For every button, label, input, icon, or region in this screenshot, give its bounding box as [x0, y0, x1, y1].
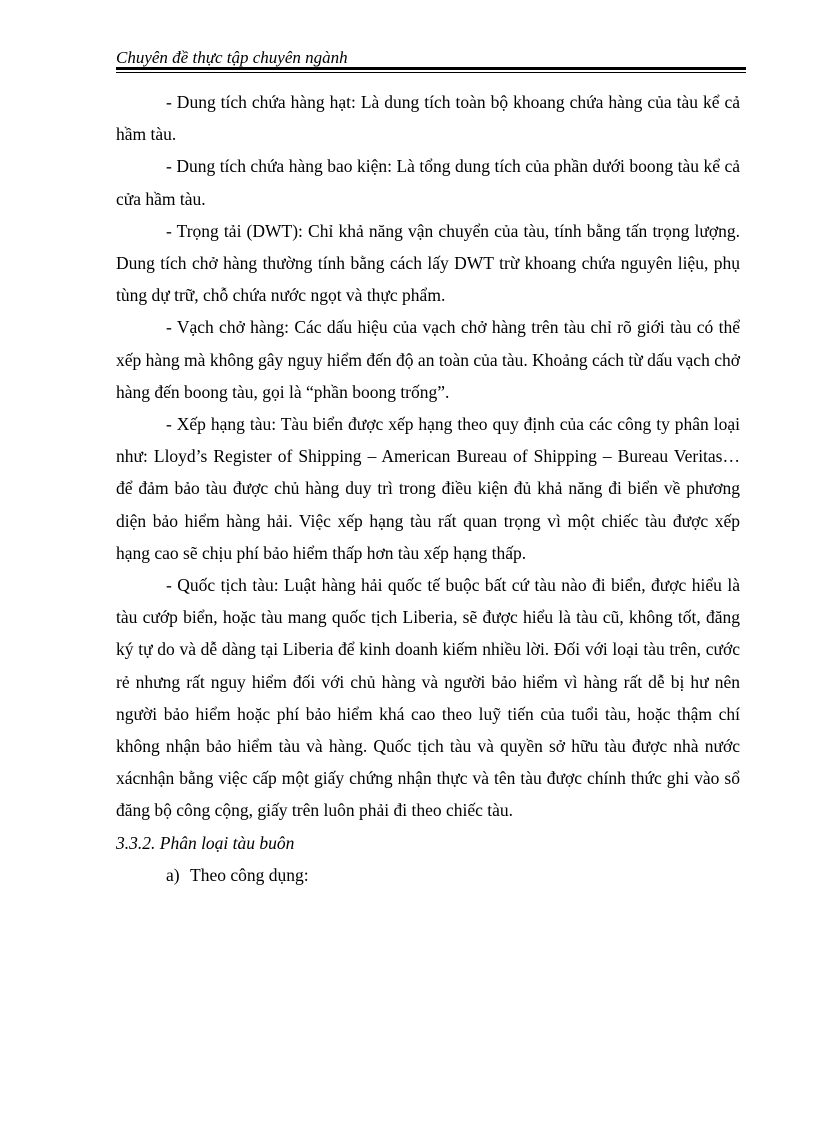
header-rule-thick: [116, 67, 746, 70]
page-header: [116, 48, 746, 68]
paragraph-ship-classification: - Xếp hạng tàu: Tàu biển được xếp hạng theo quy định của các công ty phân loại như: Lloyd’s Register of Shipping – American Bureau of Shipping – Bureau Veritas… để đảm bảo tàu được chủ hàng duy trì trong điều kiện đủ khả năng đi biển về phương diện bảo hiểm hàng hải. Việc xếp hạng tàu rất quan trọng vì một chiếc tàu được xếp hạng cao sẽ chịu phí bảo hiểm thấp hơn tàu xếp hạng thấp.: [116, 414, 740, 563]
paragraph-bale-capacity: - Dung tích chứa hàng bao kiện: Là tổng dung tích của phần dưới boong tàu kể cả cửa hầm tàu.: [116, 156, 740, 209]
paragraph-load-line: - Vạch chở hàng: Các dấu hiệu của vạch chở hàng trên tàu chỉ rõ giới tàu có thể xếp hàng mà không gây nguy hiểm đến độ an toàn của tàu. Khoảng cách từ dấu vạch chở hàng đến boong tàu, gọi là “phần boong trống”.: [116, 317, 740, 402]
list-item-text: Theo công dụng:: [190, 864, 309, 885]
header-title: Chuyên đề thực tập chuyên ngành: [116, 48, 348, 67]
header-rule-thin: [116, 72, 746, 73]
list-marker: a): [166, 864, 180, 885]
document-body: [116, 86, 740, 891]
paragraph-deadweight: - Trọng tải (DWT): Chỉ khả năng vận chuyển của tàu, tính bằng tấn trọng lượng. Dung tích chở hàng thường tính bằng cách lấy DWT trừ khoang chứa nguyên liệu, phụ tùng dự trữ, chỗ chứa nước ngọt và thực phẩm.: [116, 220, 740, 306]
section-heading: 3.3.2. Phân loại tàu buôn: [116, 832, 295, 853]
paragraph-grain-capacity: - Dung tích chứa hàng hạt: Là dung tích toàn bộ khoang chứa hàng của tàu kể cả hầm tàu.: [116, 92, 740, 145]
list-item: [116, 859, 740, 891]
paragraph-ship-nationality: - Quốc tịch tàu: Luật hàng hải quốc tế buộc bất cứ tàu nào đi biển, được hiểu là tàu cướp biển, hoặc tàu mang quốc tịch Liberia, sẽ được hiểu là tàu cũ, không tốt, đăng ký tự do và dễ dàng tại Liberia để kinh doanh kiếm nhiều lời. Đối với loại tàu trên, cước rẻ nhưng rất nguy hiểm đối với chủ hàng và người bảo hiểm vì hàng rất dễ bị hư nên người bảo hiểm hoặc phí bảo hiểm khá cao theo luỹ tiến của tuổi tàu, hoặc thậm chí không nhận bảo hiểm tàu và hàng. Quốc tịch tàu và quyền sở hữu tàu được nhà nước xácnhận bằng việc cấp một giấy chứng nhận thực và tên tàu được chính thức ghi vào sổ đăng bộ công cộng, giấy trên luôn phải đi theo chiếc tàu.: [116, 575, 740, 821]
